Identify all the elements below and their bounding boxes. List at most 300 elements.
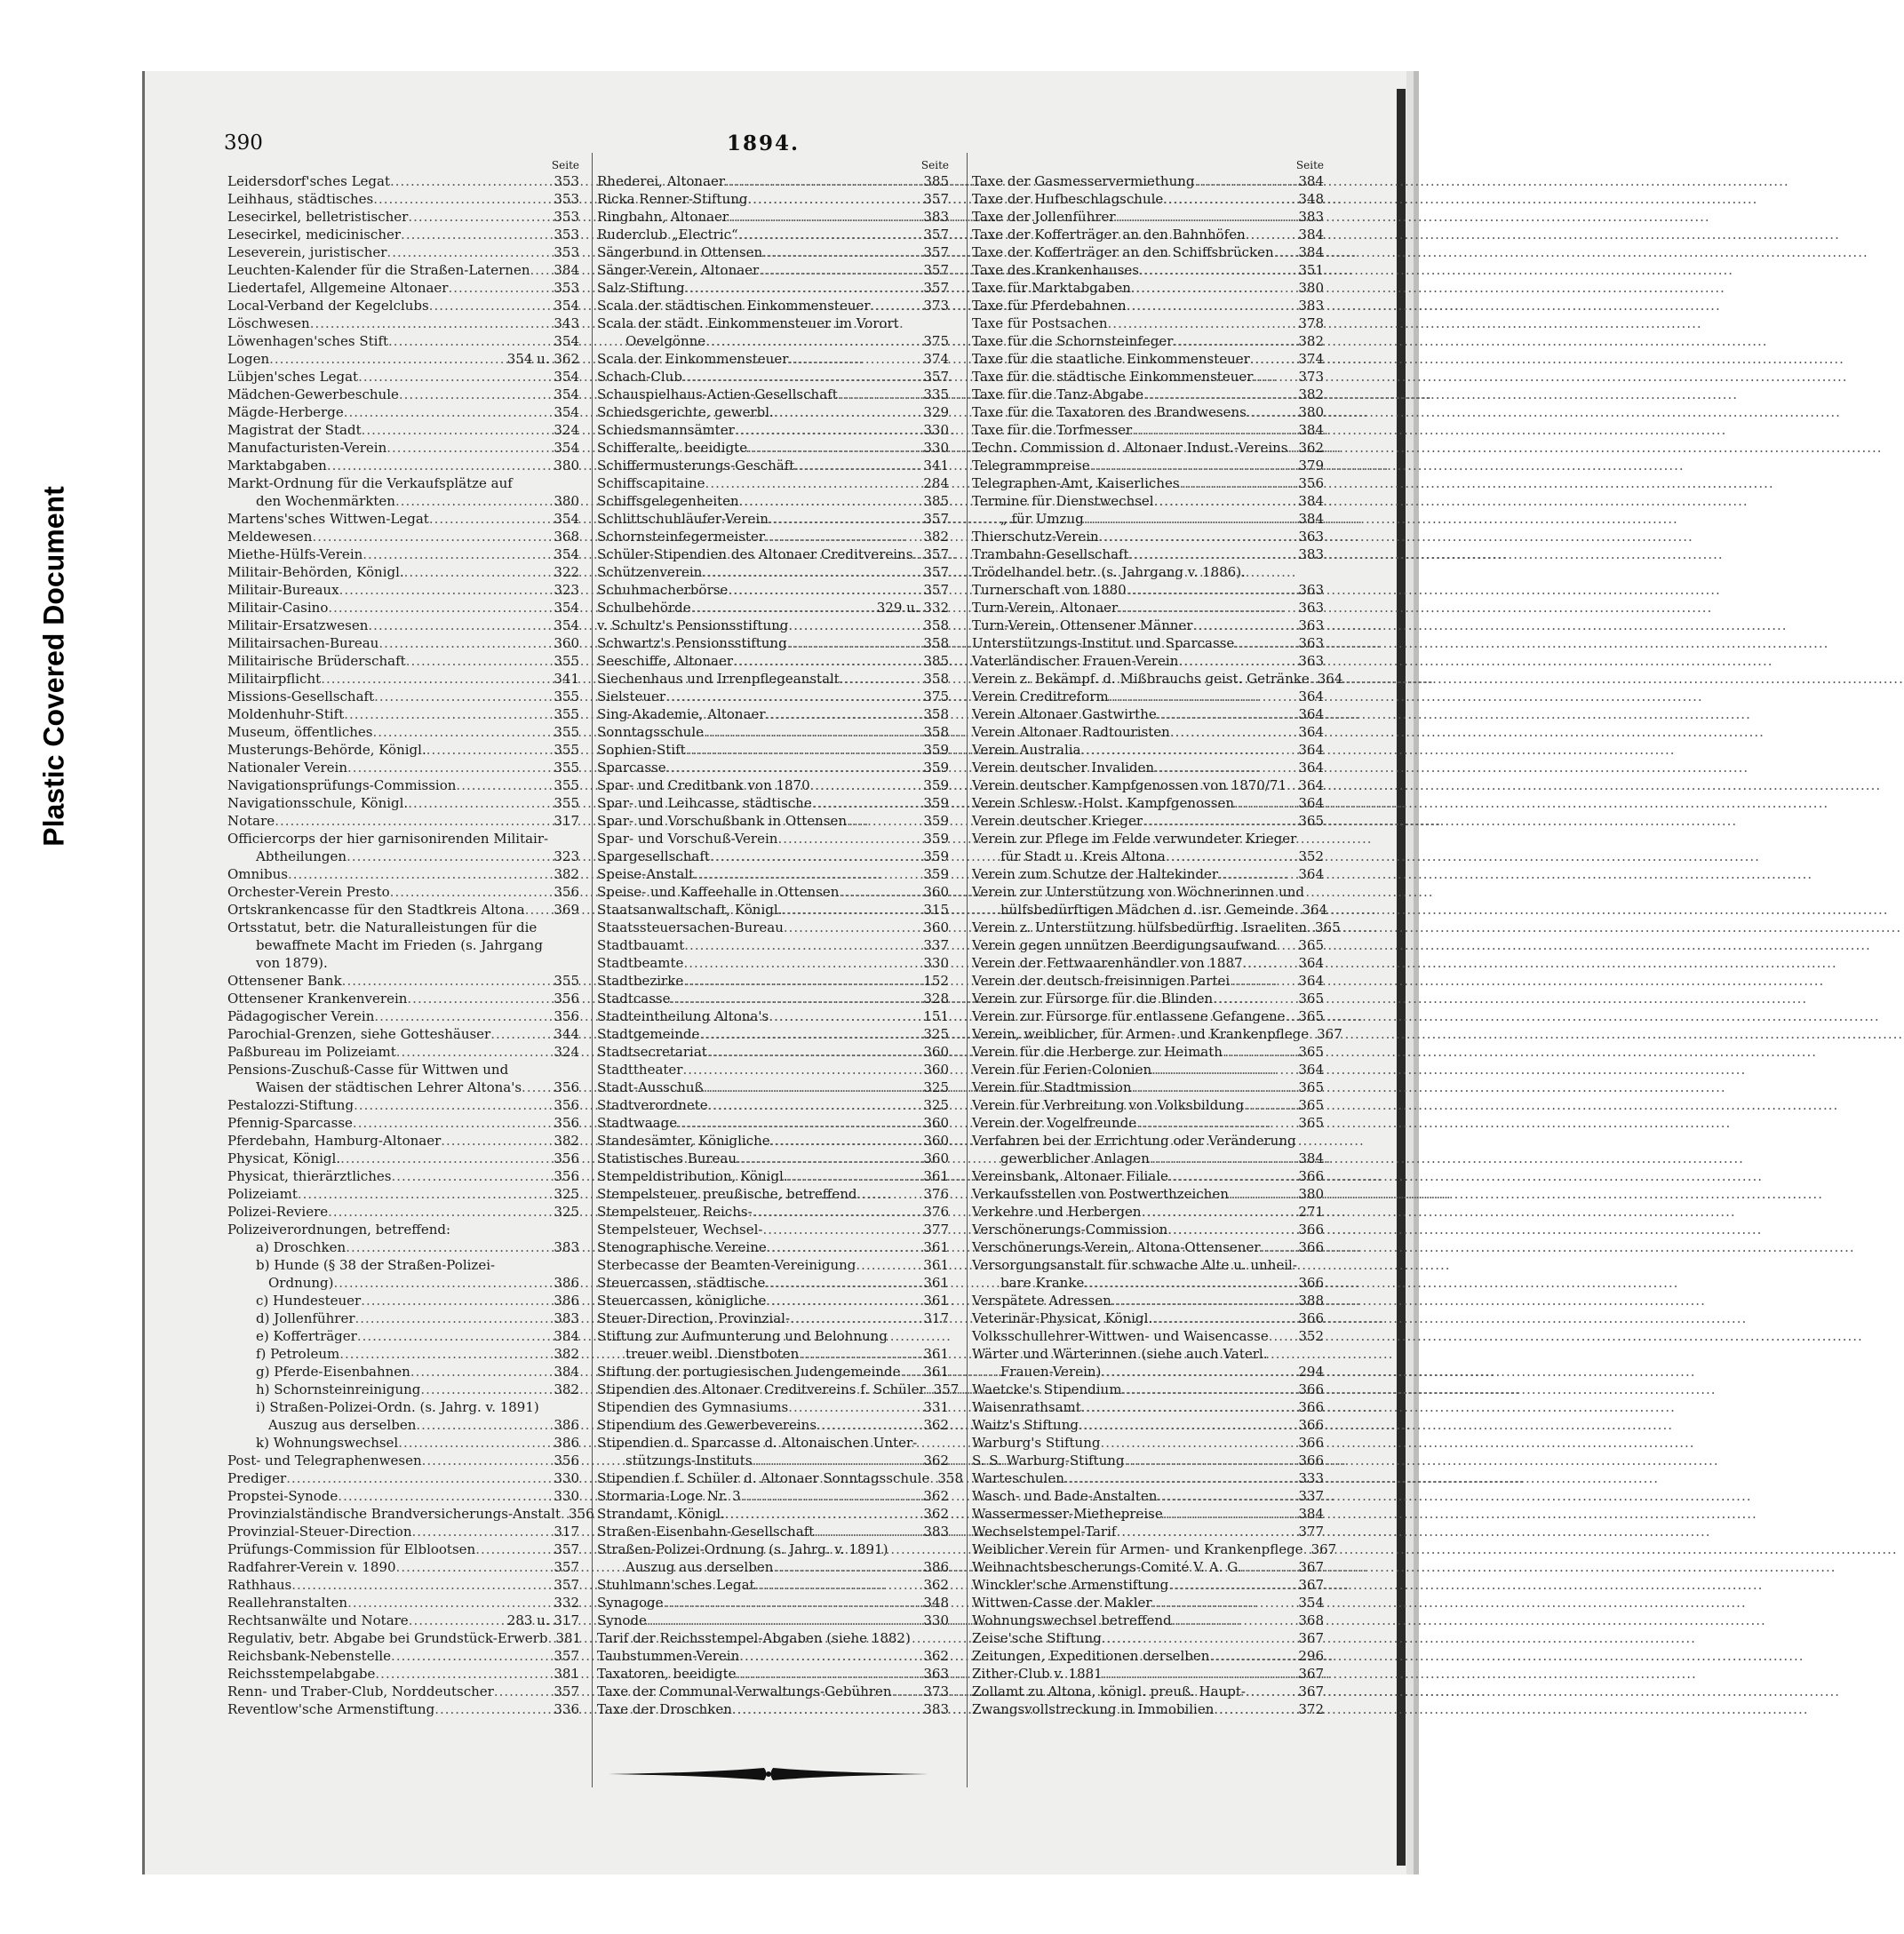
entry-page: 335 <box>923 386 949 402</box>
entry-page: 384 <box>1298 422 1324 438</box>
entry-page: 296 <box>1298 1648 1324 1664</box>
entry-page: 284 <box>923 475 949 491</box>
entry-title: Spar- und Vorschußbank in Ottensen <box>597 813 848 829</box>
entry-page: 329 <box>923 404 949 420</box>
entry-page: 271 <box>1298 1204 1324 1220</box>
index-entry <box>597 1700 949 1718</box>
entry-page: 359 <box>923 813 949 829</box>
entry-title: Mägde-Herberge <box>227 404 344 420</box>
entry-title: Standesämter, Königliche <box>597 1133 770 1149</box>
dot-leader <box>682 368 920 386</box>
entry-page: 361 <box>923 1257 949 1273</box>
dot-leader <box>839 883 920 901</box>
entry-title: Stipendien d. Sparcasse d. Altonaischen Unter- <box>597 1435 918 1451</box>
index-entry <box>597 1558 949 1576</box>
entry-page: 333 <box>1298 1470 1324 1486</box>
entry-title: Telegrammpreise <box>972 458 1090 474</box>
entry-page: 363 <box>1298 617 1324 633</box>
dot-leader <box>342 972 552 990</box>
dot-leader <box>374 1007 551 1025</box>
dot-leader <box>475 1540 551 1558</box>
entry-page: 359 <box>923 760 949 776</box>
entry-page: 294 <box>1298 1364 1324 1380</box>
entry-title: Spargesellschaft <box>597 848 710 864</box>
entry-page: 325 <box>554 1186 579 1202</box>
dot-leader <box>683 954 920 972</box>
dot-leader <box>362 545 551 563</box>
index-entry <box>597 1398 949 1416</box>
index-entry <box>597 172 949 190</box>
entry-title: Zeitungen, Expeditionen derselben <box>972 1648 1210 1664</box>
entry-page: 356 <box>554 1150 579 1166</box>
index-entry <box>597 830 949 848</box>
entry-title: Miethe-Hülfs-Verein <box>227 546 363 562</box>
entry-title: Schlittschuhläufer-Verein <box>597 511 769 527</box>
index-entry <box>597 297 949 314</box>
entry-title: Lesecirkel, belletristischer <box>227 209 409 225</box>
index-entry <box>972 830 1324 848</box>
entry-title: Stipendium des Gewerbevereins <box>597 1417 817 1433</box>
entry-title: Stipendien des Altonaer Creditvereins f. Schüler <box>597 1381 926 1397</box>
entry-page: 364 <box>1298 795 1324 811</box>
entry-page: 364 <box>1298 955 1324 971</box>
entry-page: 356 <box>554 1452 579 1468</box>
entry-page: 357 <box>554 1541 579 1557</box>
entry-page: 377 <box>923 1222 949 1238</box>
entry-page: 357 <box>923 227 949 243</box>
index-entry <box>597 492 949 510</box>
dot-leader <box>666 759 921 776</box>
index-entry <box>227 936 579 954</box>
index-entry <box>227 492 579 510</box>
entry-title: Statistisches Bureau <box>597 1150 737 1166</box>
entry-page: 366 <box>1298 1222 1324 1238</box>
entry-page: 358 <box>923 706 949 722</box>
dot-leader <box>1142 1203 1296 1221</box>
index-entry <box>972 954 1324 972</box>
entry-page: 367 <box>1298 1683 1324 1699</box>
dot-leader <box>429 510 552 528</box>
dot-leader <box>357 1327 552 1345</box>
entry-page: 358 <box>923 724 949 740</box>
entry-page: 366 <box>1298 1239 1324 1255</box>
entry-title: b) Hunde (§ 38 der Straßen-Polizei- <box>256 1257 496 1273</box>
dot-leader <box>1234 794 1295 812</box>
entry-page: 317 <box>554 813 579 829</box>
entry-page: 332 <box>554 1595 579 1611</box>
entry-title: Sielsteuer <box>597 688 666 704</box>
entry-title: gewerblicher Anlagen <box>1000 1150 1150 1166</box>
entry-page: 363 <box>1298 653 1324 669</box>
entry-page: 353 <box>554 280 579 296</box>
entry-page: 363 <box>1298 635 1324 651</box>
index-entry <box>972 1167 1324 1185</box>
index-entry <box>227 1665 579 1683</box>
index-entry <box>597 1078 949 1096</box>
entry-page: 384 <box>1298 1506 1324 1522</box>
dot-leader <box>762 1221 920 1238</box>
entry-page: 348 <box>1298 191 1324 207</box>
entry-page: 317 <box>554 1524 579 1540</box>
dot-leader <box>782 901 920 919</box>
entry-title: Sing-Akademie, Altonaer <box>597 706 766 722</box>
index-entry <box>972 972 1324 990</box>
entry-page: 361 <box>923 1293 949 1309</box>
dot-leader <box>738 226 921 243</box>
dot-leader <box>799 1345 920 1363</box>
dot-leader <box>1143 812 1295 830</box>
entry-title: Schwartz's Pensionsstiftung <box>597 635 787 651</box>
entry-page: 365 <box>1298 991 1324 1007</box>
entry-title: Warburg's Stiftung <box>972 1435 1101 1451</box>
entry-page: 366 <box>1298 1399 1324 1415</box>
entry-title: Verspätete Adressen <box>972 1293 1111 1309</box>
entry-title: „ für Umzug <box>1000 511 1084 527</box>
index-entry <box>227 1132 579 1150</box>
dot-leader <box>288 865 551 883</box>
index-entry <box>227 563 579 581</box>
index-entry <box>597 279 949 297</box>
entry-page: 366 <box>1298 1310 1324 1326</box>
index-entry <box>227 297 579 314</box>
index-entry <box>972 1665 1324 1683</box>
index-entry <box>227 794 579 812</box>
entry-title: Taxe der Jollenführer <box>972 209 1116 225</box>
index-entry <box>597 741 949 759</box>
index-entry <box>972 1221 1324 1238</box>
entry-title: Stadtgemeinde <box>597 1026 700 1042</box>
entry-page: 373 <box>1298 369 1324 385</box>
dot-leader <box>401 226 551 243</box>
entry-page: 357 <box>923 191 949 207</box>
index-entry <box>597 1647 949 1665</box>
entry-title: Reichsbank-Nebenstelle <box>227 1648 392 1664</box>
entry-title: Taxe für die städtische Einkommensteuer <box>972 369 1254 385</box>
dot-leader <box>677 1114 920 1132</box>
index-entry <box>227 1452 579 1469</box>
entry-page: 383 <box>554 1239 579 1255</box>
entry-page: 325 <box>923 1026 949 1042</box>
entry-page: 322 <box>554 564 579 580</box>
entry-page: 355 <box>554 688 579 704</box>
dot-leader <box>375 1665 551 1683</box>
entry-title: Speise- und Kaffeehalle in Ottensen <box>597 884 840 900</box>
entry-title: Verein der Vogelfreunde <box>972 1115 1137 1131</box>
index-entry <box>972 1345 1324 1363</box>
dot-leader <box>686 741 921 759</box>
dot-leader <box>766 1292 920 1309</box>
entry-title: Turnerschaft von 1880 <box>972 582 1127 598</box>
entry-title: Sophien-Stift <box>597 742 686 758</box>
entry-page: 356 <box>554 884 579 900</box>
index-entry <box>972 1469 1324 1487</box>
dot-leader <box>1218 865 1295 883</box>
entry-title: Reallehranstalten <box>227 1595 348 1611</box>
dot-leader <box>1229 1185 1295 1203</box>
index-entry <box>972 457 1324 474</box>
entry-title: Scala der städt. Einkommensteuer im Vorort <box>597 315 899 331</box>
entry-page: 353 <box>554 227 579 243</box>
dot-leader <box>1084 510 1296 528</box>
index-entry <box>597 350 949 368</box>
entry-title: Steuer-Direction, Provinzial- <box>597 1310 791 1326</box>
entry-title: Stadtverordnete <box>597 1097 708 1113</box>
entry-page: 355 <box>554 706 579 722</box>
index-entry <box>597 1629 949 1647</box>
entry-title: Zwangsvollstreckung in Immobilien <box>972 1701 1215 1717</box>
entry-title: Verein zum Schutze der Haltekinder <box>972 866 1219 882</box>
entry-title: Waitz's Stiftung <box>972 1417 1079 1433</box>
entry-page: 360 <box>923 1044 949 1060</box>
entry-page: 375 <box>923 688 949 704</box>
dot-leader <box>1127 297 1296 314</box>
index-entry <box>597 848 949 865</box>
dot-leader <box>344 705 551 723</box>
index-entry <box>972 1025 1342 1043</box>
entry-title: Navigationsprüfungs-Commission <box>227 777 457 793</box>
entry-title: hülfsbedürftigen Mädchen d. isr. Gemeinde <box>1000 902 1295 918</box>
index-entry <box>227 919 579 936</box>
dot-leader <box>395 492 551 510</box>
entry-page: 385 <box>923 493 949 509</box>
entry-title: Verfahren bei der Errichtung oder Veränderung <box>972 1133 1296 1149</box>
entry-title: stützungs-Instituts <box>625 1452 753 1468</box>
dot-leader <box>1132 1078 1296 1096</box>
entry-page: 384 <box>1298 511 1324 527</box>
entry-page: 354 u. 362 <box>506 351 579 367</box>
entry-page: 361 <box>923 1239 949 1255</box>
entry-page: 331 <box>923 1399 949 1415</box>
entry-title: Salz-Stiftung <box>597 280 685 296</box>
dot-leader <box>770 1132 921 1150</box>
entry-title: Lübjen'sches Legat <box>227 369 359 385</box>
entry-page: 364 <box>1298 777 1324 793</box>
index-entry <box>597 190 949 208</box>
dot-leader <box>396 1043 552 1061</box>
entry-page: 379 <box>1298 458 1324 474</box>
index-entry <box>597 652 949 670</box>
index-entry <box>227 670 579 688</box>
dot-leader <box>787 634 921 652</box>
entry-title: Taxe der Hufbeschlagschule <box>972 191 1164 207</box>
index-entry <box>597 1683 949 1700</box>
entry-page: 356 <box>554 1008 579 1024</box>
entry-page: 354 <box>554 617 579 633</box>
index-entry <box>227 1612 579 1629</box>
entry-page: 365 <box>1298 1079 1324 1095</box>
index-entry <box>227 403 579 421</box>
entry-title: Lesecirkel, medicinischer <box>227 227 402 243</box>
dot-leader <box>340 1150 551 1167</box>
dot-leader <box>694 865 920 883</box>
entry-page: 383 <box>923 1701 949 1717</box>
entry-page: 384 <box>1298 1150 1324 1166</box>
entry-page: 354 <box>554 333 579 349</box>
entry-page: 323 <box>554 582 579 598</box>
entry-page: 365 <box>1298 1115 1324 1131</box>
index-entry <box>597 1221 949 1238</box>
entry-title: Omnibus <box>227 866 288 882</box>
entry-page: 354 <box>554 404 579 420</box>
entry-title: Marktabgaben <box>227 458 327 474</box>
dot-leader <box>1108 314 1296 332</box>
entry-title: Stipendien des Gymnasiums <box>597 1399 789 1415</box>
entry-title: Wärter und Wärterinnen (siehe auch Vaterl. <box>972 1346 1268 1362</box>
entry-title: Taxe der Droschken <box>597 1701 732 1717</box>
entry-page: 368 <box>1298 1612 1324 1628</box>
dot-leader <box>525 901 552 919</box>
index-entry <box>972 1683 1324 1700</box>
entry-page: 358 <box>937 1470 963 1486</box>
dot-leader <box>817 1416 920 1434</box>
index-entry <box>597 403 949 421</box>
index-entry <box>972 243 1324 261</box>
entry-title: f) Petroleum <box>256 1346 340 1362</box>
entry-page: 381 <box>554 1666 579 1682</box>
dot-leader <box>663 1594 920 1612</box>
entry-title: Magistrat der Stadt <box>227 422 362 438</box>
index-entry <box>227 314 579 332</box>
index-entry <box>597 1096 949 1114</box>
dot-leader <box>1154 759 1295 776</box>
index-entry <box>972 528 1324 545</box>
entry-title: bewaffnete Macht im Frieden (s. Jahrgang <box>256 937 543 953</box>
entry-title: Versorgungsanstalt für schwache Alte u. unheil- <box>972 1257 1297 1273</box>
dot-leader <box>685 279 921 297</box>
index-entry <box>597 457 949 474</box>
entry-title: Militair-Casino <box>227 600 329 616</box>
index-entry <box>227 1683 579 1700</box>
entry-title: Schüler-Stipendien des Altonaer Creditvereins <box>597 546 913 562</box>
entry-page: 330 <box>923 955 949 971</box>
entry-page: 364 <box>1298 760 1324 776</box>
entry-page: 357 <box>933 1381 960 1397</box>
entry-page: 357 <box>923 511 949 527</box>
index-entry <box>972 226 1324 243</box>
entry-title: Leuchten-Kalender für die Straßen-Laternen <box>227 262 530 278</box>
entry-title: Stadtbauamt <box>597 937 685 953</box>
entry-title: Stadteintheilung Altona's <box>597 1008 769 1024</box>
entry-title: Martens'sches Wittwen-Legat <box>227 511 429 527</box>
dot-leader <box>710 848 920 865</box>
entry-page: 330 <box>923 1612 949 1628</box>
seite-label: Seite <box>920 159 949 171</box>
dot-leader <box>1132 421 1295 439</box>
dot-leader <box>328 599 551 617</box>
index-entry <box>597 1505 949 1523</box>
entry-page: 383 <box>1298 546 1324 562</box>
dot-leader <box>1241 1558 1295 1576</box>
entry-page: 369 <box>554 902 579 918</box>
entry-page: 354 <box>554 369 579 385</box>
entry-title: Propstei-Synode <box>227 1488 339 1504</box>
entry-page: 344 <box>554 1026 579 1042</box>
index-entry <box>597 1309 949 1327</box>
entry-title: Markt-Ordnung für die Verkaufsplätze auf <box>227 475 513 491</box>
entry-title: Schuhmacherbörse <box>597 582 729 598</box>
dot-leader <box>769 510 920 528</box>
index-entry <box>227 1043 579 1061</box>
dot-leader <box>1192 617 1295 634</box>
entry-page: 382 <box>554 866 579 882</box>
dot-leader <box>1247 403 1296 421</box>
dot-leader <box>1286 1007 1296 1025</box>
entry-page: 355 <box>554 742 579 758</box>
dot-leader <box>1287 776 1295 794</box>
entry-page: 362 <box>923 1577 949 1593</box>
entry-page: 152 <box>923 973 949 989</box>
dot-leader <box>1152 1594 1296 1612</box>
index-entry <box>972 1398 1324 1416</box>
entry-page: 325 <box>923 1079 949 1095</box>
index-entry <box>597 794 949 812</box>
dot-leader <box>1168 1576 1295 1594</box>
index-entry <box>227 1203 579 1221</box>
entry-page: 328 <box>923 991 949 1007</box>
entry-title: Schach-Club <box>597 369 682 385</box>
index-entry <box>597 1061 949 1078</box>
index-entry <box>597 1256 949 1274</box>
index-entry <box>972 386 1324 403</box>
entry-title: Oevelgönne <box>625 333 706 349</box>
entry-title: Regulativ, betr. Abgabe bei Grundstück-Erwerb <box>227 1630 548 1646</box>
dot-leader <box>404 563 552 581</box>
entry-page: 359 <box>923 777 949 793</box>
entry-page: 364 <box>1298 866 1324 882</box>
entry-title: Schulbehörde <box>597 600 691 616</box>
dot-leader <box>788 1167 921 1185</box>
entry-page: 376 <box>923 1204 949 1220</box>
dot-leader <box>1269 1327 1296 1345</box>
index-entry <box>972 1629 1324 1647</box>
entry-title: Stormaria-Loge Nr. 3 <box>597 1488 741 1504</box>
index-entry <box>597 688 949 705</box>
dot-leader <box>766 705 921 723</box>
entry-title: Rechtsanwälte und Notare <box>227 1612 409 1628</box>
dot-leader <box>494 1683 552 1700</box>
dot-leader <box>1250 350 1296 368</box>
entry-title: Prediger <box>227 1470 287 1486</box>
plastic-covered-stamp <box>34 418 75 915</box>
index-entry <box>972 812 1324 830</box>
entry-page: 364 <box>1298 973 1324 989</box>
entry-page: 357 <box>923 582 949 598</box>
index-entry <box>597 510 949 528</box>
entry-title: Sänger-Verein, Altonaer <box>597 262 760 278</box>
dot-leader <box>1084 1274 1295 1292</box>
entry-page: 359 <box>923 795 949 811</box>
index-entry <box>972 1061 1324 1078</box>
index-entry <box>597 1185 949 1203</box>
dot-leader <box>707 1043 921 1061</box>
entry-title: Thierschutz-Verein <box>972 529 1099 545</box>
entry-title: Warteschulen <box>972 1470 1064 1486</box>
entry-page: 357 <box>554 1648 579 1664</box>
dot-leader <box>339 581 552 599</box>
index-entry <box>227 457 579 474</box>
entry-title: Provinzial-Steuer-Direction <box>227 1524 412 1540</box>
index-entry <box>972 1381 1324 1398</box>
entry-page: 374 <box>923 351 949 367</box>
entry-title: Meldewesen <box>227 529 313 545</box>
entry-title: Wittwen-Casse der Makler <box>972 1595 1152 1611</box>
index-entry <box>227 439 579 457</box>
entry-page: 361 <box>923 1275 949 1291</box>
dot-leader <box>732 1700 920 1718</box>
dot-leader <box>647 1612 920 1629</box>
entry-page: 386 <box>554 1293 579 1309</box>
index-entry <box>972 1540 1337 1558</box>
